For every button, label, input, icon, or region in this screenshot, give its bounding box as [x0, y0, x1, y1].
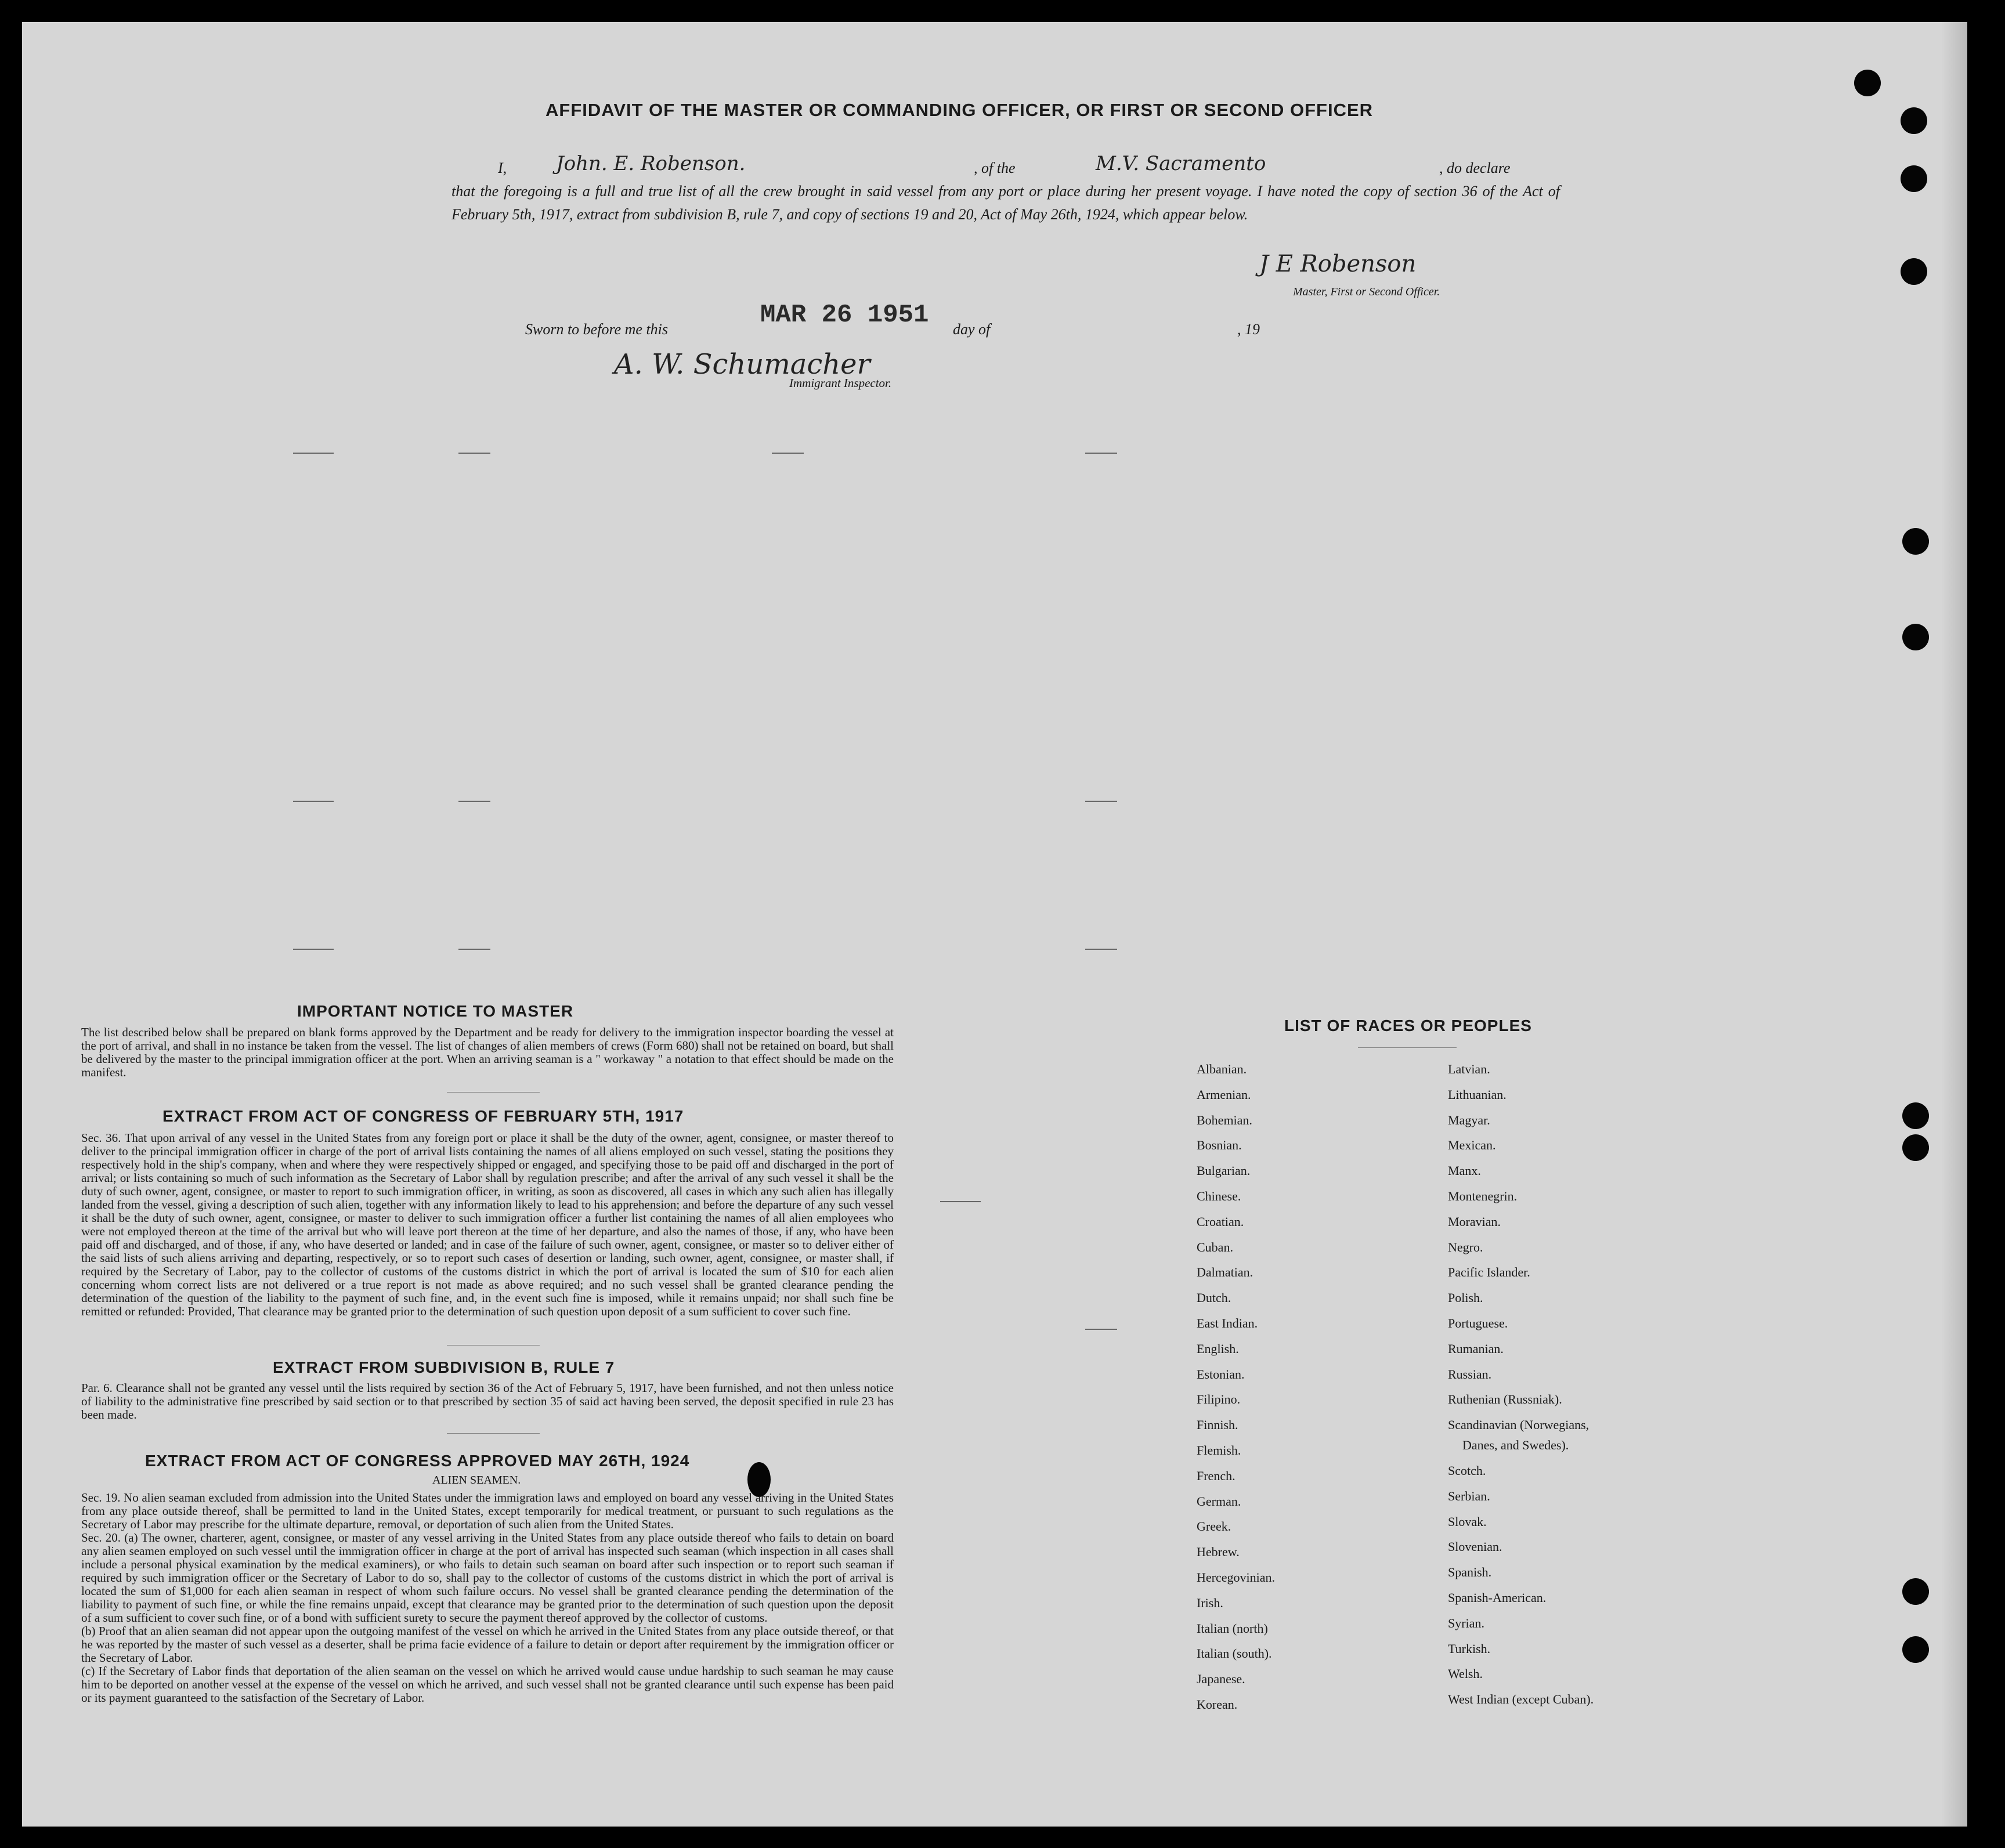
race-item: Slovenian.	[1448, 1539, 1502, 1554]
page-edge	[1941, 22, 1967, 1827]
affidavit-statement: that the foregoing is a full and true list of all the crew brought in said vessel from any port or place during her present voyage. I have noted the copy of section 36 of the Act of February 5th, 1917, extract from subdivision B, rule 7, and copy of sections 19 and 20, Act of May 26th, 1924, which appear below.	[451, 183, 1560, 223]
row-mark	[293, 949, 334, 950]
master-signature: J E Robenson	[1259, 251, 1417, 277]
row-mark	[458, 453, 490, 454]
race-item: Scandinavian (Norwegians,	[1448, 1417, 1589, 1433]
race-item: Irish.	[1197, 1595, 1223, 1610]
race-item: Hebrew.	[1197, 1545, 1240, 1560]
punch-hole	[1902, 1102, 1929, 1129]
race-item: Hercegovinian.	[1197, 1570, 1275, 1585]
race-item: Serbian.	[1448, 1488, 1490, 1503]
race-item: Finnish.	[1197, 1417, 1238, 1433]
inspector-signature: A. W. Schumacher	[614, 348, 870, 381]
race-item: Mexican.	[1448, 1138, 1496, 1153]
punch-hole	[1854, 70, 1881, 96]
race-item: Italian (north)	[1197, 1621, 1268, 1636]
race-item: Italian (south).	[1197, 1646, 1272, 1661]
row-mark	[458, 801, 490, 802]
race-item: Estonian.	[1197, 1366, 1245, 1382]
race-item: Dutch.	[1197, 1290, 1231, 1305]
race-item: Danes, and Swedes).	[1462, 1438, 1569, 1453]
extract-1917-body: Sec. 36. That upon arrival of any vessel in the United States from any foreign port or place it shall be the duty of the owner, agent, consignee, or master thereof to deliver to the principal immigration officer in charge of the port of arrival lists containing the names of all aliens employed on such vessel, stating the positions they respectively hold in the ship's company, when and where they were respectively shipped or engaged, and specifying those to be paid off and discharged in the port of arrival; or lists containing so much of such information as the Secretary of Labor shall by regulation prescribe; and after the arrival of any such vessel it shall be the duty of such owner, agent, consignee, or master to report to such immigration officer, in writing, as soon as discovered, all cases in which any such alien has illegally landed from the vessel, giving a description of such alien, together with any information likely to lead to his apprehension; and before the departure of any such vessel it shall be the duty of such owner, agent, consignee, or master to deliver to such immigration officer a further list containing the names of all alien employees who were not employed thereon at the time of the arrival but who will leave port thereon at the time of her departure, and also the names of those, if any, who have been paid off and discharged, and of those, if any, who have deserted or landed; and in case of the failure of such owner, agent, consignee, or master so to deliver either of the said lists of such aliens arriving and departing, respectively, or so to report such cases of desertion or landing, such owner, agent, consignee, or master shall, if required by the Secretary of Labor, pay to the collector of customs of the customs district in which the port of arrival is located the sum of $10 for each alien concerning whom correct lists are not delivered or a true report is not made as above required; and no such vessel shall be granted clearance pending the determination of the question of the liability to the payment of such fine, and, in the event such fine is imposed, while it remains unpaid; nor shall such fine be remitted or refunded: Provided, That clearance may be granted prior to the determination of such question upon deposit of a sum sufficient to cover such fine.	[81, 1131, 894, 1318]
extract-rule7-title: EXTRACT FROM SUBDIVISION B, RULE 7	[273, 1358, 615, 1376]
extract-1917-title: EXTRACT FROM ACT OF CONGRESS OF FEBRUARY 5TH, 1917	[162, 1107, 684, 1125]
affidavit-do-declare: , do declare	[1439, 160, 1511, 176]
race-item: Chinese.	[1197, 1189, 1241, 1203]
section-19: Sec. 19. No alien seaman excluded from admission into the United States under the immigration laws and employed on board any vessel arriving in the United States from any place outside thereof, shall be permitted to land in the United States, except temporarily for medical treatment, or pursuant to such regulations as the Secretary of Labor may prescribe for the ultimate departure, removal, or deportation of such alien from the United States.	[81, 1491, 894, 1531]
race-item: Latvian.	[1448, 1062, 1490, 1076]
race-item: Bulgarian.	[1197, 1163, 1251, 1178]
punch-hole	[1902, 1578, 1929, 1605]
race-item: Bosnian.	[1197, 1138, 1242, 1153]
affidavit-body	[451, 152, 1560, 226]
race-item: Pacific Islander.	[1448, 1265, 1530, 1280]
row-mark	[293, 801, 334, 802]
punch-hole	[1902, 1134, 1929, 1161]
affidavit-of-the: , of the	[974, 160, 1016, 176]
notice-body: The list described below shall be prepared on blank forms approved by the Department and be ready for delivery to the immigration inspector boarding the vessel at the port of arrival, and shall in no instance be taken from the vessel. The list of changes of alien members of crews (Form 680) shall not be retained on board, but shall be delivered by the master to the principal immigration officer at the port. When an arriving seaman is a " workaway " a notation to that effect should be made on the manifest.	[81, 1025, 894, 1079]
year-label: , 19	[1237, 321, 1260, 338]
race-item: German.	[1197, 1493, 1241, 1509]
race-item: Russian.	[1448, 1366, 1492, 1382]
section-20a: Sec. 20. (a) The owner, charterer, agent, consignee, or master of any vessel arriving in the United States from any place outside thereof who fails to detain on board any alien seamen employed on such vessel until the immigration officer in charge at the port of arrival has inspected such seaman (which inspection in all cases shall include a personal physical examination by the medical examiners), or who fails to detain such seaman on board after such inspection or to report such seaman if required by such immigration officer or the Secretary of Labor to do so, shall pay to the collector of customs of the customs district in which the port of arrival is located the sum of $1,000 for each alien seaman in respect of whom such failure occurs. No vessel shall be granted clearance pending the determination of the liability to payment of such fine, or while the fine remains unpaid, except that clearance may be granted prior to the determination of such question upon the deposit of a sum sufficient to cover such fine, or of a bond with sufficient surety to secure the payment thereof approved by the collector of customs.	[81, 1531, 894, 1625]
divider	[447, 1345, 540, 1346]
extract-1924-body	[81, 1491, 894, 1705]
row-mark	[772, 453, 804, 454]
row-mark	[1085, 949, 1117, 950]
punch-hole	[1902, 528, 1929, 555]
master-signature-caption: Master, First or Second Officer.	[1293, 285, 1440, 298]
race-item: Rumanian.	[1448, 1341, 1504, 1356]
race-item: Ruthenian (Russniak).	[1448, 1392, 1562, 1407]
extract-1924-title: EXTRACT FROM ACT OF CONGRESS APPROVED MAY 26TH, 1924	[145, 1452, 690, 1470]
race-item: Scotch.	[1448, 1463, 1486, 1478]
affidavit-first-line	[451, 152, 1560, 180]
race-item: Magyar.	[1448, 1112, 1490, 1127]
punch-hole	[1901, 165, 1927, 192]
race-item: Portuguese.	[1448, 1316, 1508, 1330]
vessel-name: M.V. Sacramento	[1096, 152, 1266, 175]
race-item: Montenegrin.	[1448, 1189, 1518, 1203]
races-title: LIST OF RACES OR PEOPLES	[1284, 1017, 1532, 1035]
divider	[447, 1433, 540, 1434]
race-item: Lithuanian.	[1448, 1087, 1507, 1102]
notice-title: IMPORTANT NOTICE TO MASTER	[297, 1002, 574, 1020]
row-mark	[1085, 453, 1117, 454]
race-item: East Indian.	[1197, 1316, 1258, 1330]
race-item: French.	[1197, 1468, 1235, 1483]
race-item: Moravian.	[1448, 1214, 1501, 1229]
extract-1924-subtitle: ALIEN SEAMEN.	[432, 1474, 521, 1487]
race-item: Filipino.	[1197, 1392, 1241, 1407]
race-item: Cuban.	[1197, 1239, 1233, 1254]
row-mark	[458, 949, 490, 950]
extract-rule7-body: Par. 6. Clearance shall not be granted any vessel until the lists required by section 36 of the Act of February 5, 1917, have been furnished, and not then unless notice of liability to the administrative fine prescribed by said section or to that prescribed by section 35 of said act having been served, the deposit specified in rule 23 has been made.	[81, 1381, 894, 1422]
race-item: Armenian.	[1197, 1087, 1251, 1102]
race-item: Negro.	[1448, 1239, 1483, 1254]
row-mark	[1085, 801, 1117, 802]
race-item: Albanian.	[1197, 1062, 1247, 1076]
affidavit-title: AFFIDAVIT OF THE MASTER OR COMMANDING OFFICER, OR FIRST OR SECOND OFFICER	[545, 100, 1374, 120]
sworn-label: Sworn to before me this	[525, 321, 669, 338]
row-mark	[293, 453, 334, 454]
punch-hole	[1901, 258, 1927, 285]
race-item: Syrian.	[1448, 1615, 1484, 1630]
race-item: Dalmatian.	[1197, 1265, 1253, 1280]
punch-hole	[1901, 107, 1927, 134]
punch-hole	[1902, 624, 1929, 650]
inspector-caption: Immigrant Inspector.	[789, 376, 892, 390]
race-item: Spanish-American.	[1448, 1590, 1547, 1605]
race-item: English.	[1197, 1341, 1239, 1356]
race-item: Flemish.	[1197, 1443, 1241, 1458]
row-mark	[940, 1201, 981, 1202]
race-item: Japanese.	[1197, 1672, 1245, 1687]
officer-name: John. E. Robenson.	[556, 152, 746, 175]
row-mark	[1085, 1329, 1117, 1330]
race-item: Welsh.	[1448, 1666, 1483, 1681]
affidavit-i: I,	[498, 160, 507, 176]
race-item: Manx.	[1448, 1163, 1481, 1178]
race-item: Turkish.	[1448, 1641, 1491, 1656]
punch-hole	[1902, 1636, 1929, 1663]
day-of-label: day of	[953, 321, 991, 338]
race-item: Spanish.	[1448, 1565, 1492, 1580]
race-item: West Indian (except Cuban).	[1448, 1692, 1594, 1707]
race-item: Bohemian.	[1197, 1112, 1252, 1127]
section-20b: (b) Proof that an alien seaman did not appear upon the outgoing manifest of the vessel on which he arrived in the United States from any place outside thereof, or that he was reported by the master of such vessel as a deserter, shall be prima facie evidence of a failure to detain or deport after requirement by the immigration officer or the Secretary of Labor.	[81, 1624, 894, 1665]
date-stamp: MAR 26 1951	[760, 301, 929, 330]
race-item: Croatian.	[1197, 1214, 1244, 1229]
section-20c: (c) If the Secretary of Labor finds that deportation of the alien seaman on the vessel on which he arrived would cause undue hardship to such seaman he may cause him to be deported on another vessel at the expense of the vessel on which he arrived, and such vessel shall not be granted clearance until such expense has been paid or its payment guaranteed to the satisfaction of the Secretary of Labor.	[81, 1664, 894, 1705]
race-item: Greek.	[1197, 1519, 1231, 1534]
divider	[1358, 1047, 1457, 1048]
race-item: Korean.	[1197, 1697, 1238, 1712]
race-item: Slovak.	[1448, 1514, 1487, 1529]
race-item: Polish.	[1448, 1290, 1483, 1305]
divider	[447, 1092, 540, 1093]
